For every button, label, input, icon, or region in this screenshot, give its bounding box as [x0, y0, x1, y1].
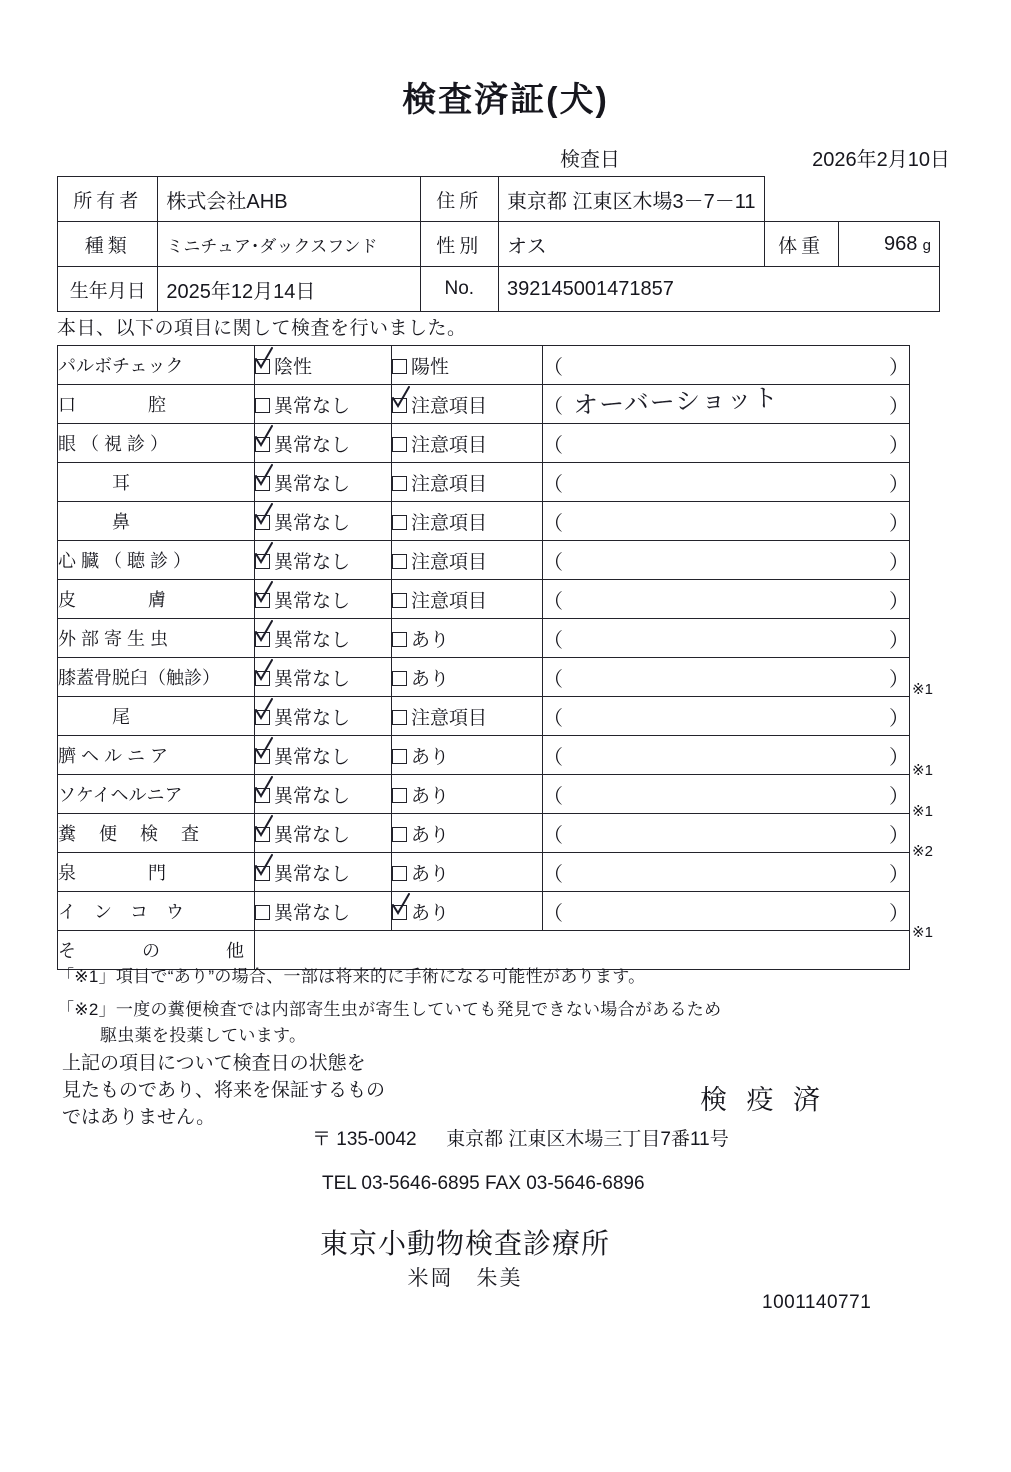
checkbox-option-1-label: 異常なし [274, 824, 351, 846]
checkmark-icon [254, 737, 274, 759]
table-row [58, 619, 910, 658]
table-row [58, 177, 940, 222]
inspection-item-label: そ の 他 [58, 931, 255, 970]
inspection-note-marker: ※1 [912, 802, 933, 820]
checkbox[interactable] [255, 866, 270, 881]
table-row [58, 658, 910, 697]
checkbox-option-1-label: 異常なし [274, 629, 351, 651]
inspection-remark-cell[interactable] [543, 502, 910, 541]
handwritten-note: オーバーショット [572, 383, 780, 420]
checkbox[interactable] [255, 554, 270, 569]
remark-parentheses: （ ） [543, 746, 909, 769]
remark-parentheses: （ ） [543, 512, 909, 535]
checkbox[interactable] [255, 476, 270, 491]
inspection-item-label: パルボチェック [58, 346, 255, 385]
checkmark-icon [254, 542, 274, 564]
checkbox-option-2[interactable] [392, 619, 543, 658]
checkbox[interactable] [392, 515, 407, 530]
checkbox-option-1-label: 陰性 [274, 356, 313, 378]
checkbox-option-1[interactable] [255, 892, 392, 931]
checkbox-option-1[interactable] [255, 814, 392, 853]
disclaimer-text: 上記の項目について検査日の状態を 見たものであり、将来を保証するもの ではありません。 [62, 1053, 386, 1128]
owner-info-table [57, 176, 940, 312]
checkbox-option-2-label: あり [411, 668, 450, 690]
table-row [58, 267, 940, 312]
footnote-2-line2: 駆虫薬を投薬しています。 [100, 1026, 307, 1045]
checkbox-option-2[interactable] [392, 463, 543, 502]
checkbox[interactable] [392, 710, 407, 725]
checkmark-icon [391, 386, 411, 408]
checkmark-icon [254, 581, 274, 603]
clinic-tel: TEL 03-5646-6895 FAX 03-5646-6896 [322, 1173, 645, 1194]
checkbox-option-2-label: あり [411, 824, 450, 846]
table-row [58, 580, 910, 619]
checkbox-option-2[interactable] [392, 385, 543, 424]
checkbox-option-1-label: 異常なし [274, 512, 351, 534]
checkbox-option-2-label: 注意項目 [411, 434, 488, 456]
checkmark-icon [254, 698, 274, 720]
checkmark-icon [254, 776, 274, 798]
table-row [58, 385, 910, 424]
inspection-remark-cell[interactable] [543, 541, 910, 580]
checkbox-option-2-label: あり [411, 785, 450, 807]
remark-parentheses: （ ） [543, 473, 909, 496]
remark-parentheses: （ ） [543, 395, 909, 418]
checkmark-icon [254, 620, 274, 642]
inspection-remark-cell[interactable] [543, 658, 910, 697]
inspection-item-label: 糞 便 検 査 [58, 814, 255, 853]
remark-parentheses: （ ） [543, 668, 909, 691]
no-value: 392145001471857 [498, 267, 939, 312]
checkbox[interactable] [392, 827, 407, 842]
footnote-2-line1: 「※2」一度の糞便検査では内部寄生虫が寄生していても発見できない場合があるため [57, 1000, 722, 1019]
checkbox-option-2[interactable] [392, 502, 543, 541]
checkbox-option-1-label: 異常なし [274, 746, 351, 768]
owner-value: 株式会社AHB [158, 177, 420, 222]
remark-parentheses: （ ） [543, 356, 909, 379]
table-row [58, 814, 910, 853]
inspection-remark-cell[interactable] [543, 697, 910, 736]
checkbox[interactable] [255, 515, 270, 530]
weight-value: 968 [884, 232, 918, 255]
table-row [58, 424, 910, 463]
checkbox-option-2[interactable] [392, 697, 543, 736]
checkbox[interactable] [255, 593, 270, 608]
checkbox-option-2[interactable] [392, 853, 543, 892]
table-row [58, 541, 910, 580]
no-label: No. [420, 267, 498, 312]
checkbox[interactable] [392, 905, 407, 920]
checkbox[interactable] [255, 905, 270, 920]
checkbox-option-1-label: 異常なし [274, 707, 351, 729]
birthdate-label: 生年月日 [58, 267, 158, 312]
checkbox[interactable] [255, 359, 270, 374]
checkbox[interactable] [392, 671, 407, 686]
checkbox-option-2[interactable] [392, 775, 543, 814]
address-value: 東京都 江東区木場3－7－11 [498, 177, 764, 222]
checkbox[interactable] [392, 476, 407, 491]
checkbox-option-1[interactable] [255, 658, 392, 697]
checkbox[interactable] [392, 749, 407, 764]
clinic-name: 東京小動物検査診療所 [319, 1228, 610, 1259]
checkmark-icon [254, 815, 274, 837]
owner-label: 所有者 [58, 177, 158, 222]
inspection-item-label: 眼 （ 視 診 ） [58, 424, 255, 463]
breed-value: ミニチュア･ダックスフンド [158, 222, 420, 267]
checkbox-option-2-label: 注意項目 [411, 707, 488, 729]
checkbox-option-1[interactable] [255, 346, 392, 385]
exam-date [560, 143, 950, 172]
remark-parentheses: （ ） [543, 434, 909, 457]
checkbox[interactable] [255, 632, 270, 647]
checkbox-option-1-label: 異常なし [274, 434, 351, 456]
checkbox-option-2[interactable] [392, 424, 543, 463]
checkmark-icon [254, 854, 274, 876]
inspection-remark-cell[interactable] [543, 580, 910, 619]
table-row [58, 697, 910, 736]
table-row [58, 346, 910, 385]
checkbox[interactable] [255, 671, 270, 686]
checkbox-option-2-label: あり [411, 746, 450, 768]
checkmark-icon [254, 347, 274, 369]
checkbox-option-1-label: 異常なし [274, 668, 351, 690]
inspection-item-label: ソケイヘルニア [58, 775, 255, 814]
remark-parentheses: （ ） [543, 902, 909, 925]
inspection-item-label: 口 腔 [58, 385, 255, 424]
table-row [58, 222, 940, 267]
inspection-remark-cell[interactable] [543, 346, 910, 385]
checkmark-icon [254, 464, 274, 486]
inspection-remark-cell[interactable] [543, 424, 910, 463]
checkbox[interactable] [392, 866, 407, 881]
table-row [58, 502, 910, 541]
checkbox-option-2[interactable] [392, 814, 543, 853]
checkbox-option-2-label: 注意項目 [411, 473, 488, 495]
checkbox-option-1[interactable] [255, 580, 392, 619]
checkbox-option-1[interactable] [255, 463, 392, 502]
inspection-item-label: 膝蓋骨脱臼（触診） [58, 658, 255, 697]
inspection-remark-cell[interactable] [543, 775, 910, 814]
remark-parentheses: （ ） [543, 863, 909, 886]
checkbox[interactable] [255, 749, 270, 764]
inspection-item-label: 耳 [58, 463, 255, 502]
inspection-table [57, 345, 910, 970]
exam-date-label: 検査日 [560, 149, 620, 171]
checkbox-option-1[interactable] [255, 775, 392, 814]
checkmark-icon [391, 893, 411, 915]
exam-date-value: 2026年2月10日 [812, 149, 950, 171]
checkbox[interactable] [392, 437, 407, 452]
checkmark-icon [254, 425, 274, 447]
checkbox-option-2-label: あり [411, 902, 450, 924]
inspection-item-label: 尾 [58, 697, 255, 736]
weight-label: 体重 [764, 222, 838, 267]
inspection-item-label: 外 部 寄 生 虫 [58, 619, 255, 658]
weight-value-cell [838, 222, 939, 267]
checkbox[interactable] [255, 710, 270, 725]
page-title: 検査済証(犬) [402, 81, 609, 119]
inspection-note-marker: ※2 [912, 843, 933, 860]
checkbox-option-2[interactable] [392, 346, 543, 385]
checkbox-option-2-label: あり [411, 863, 450, 885]
checkbox-option-2[interactable] [392, 580, 543, 619]
checkbox-option-2[interactable] [392, 736, 543, 775]
table-row [58, 853, 910, 892]
checkbox-option-1-label: 異常なし [274, 863, 351, 885]
checkbox[interactable] [392, 554, 407, 569]
checkbox-option-1[interactable] [255, 424, 392, 463]
checkbox-option-2-label: あり [411, 629, 450, 651]
lead-text: 本日、以下の項目に関して検査を行いました。 [57, 318, 467, 339]
inspection-note-marker: ※1 [912, 681, 933, 698]
table-row [58, 775, 910, 814]
table-row [58, 463, 910, 502]
checkbox[interactable] [255, 398, 270, 413]
checkbox[interactable] [255, 788, 270, 803]
checkmark-icon [254, 503, 274, 525]
quarantine-stamp: 検 疫 済 [700, 1085, 827, 1115]
inspection-remark-cell[interactable] [543, 463, 910, 502]
birthdate-value: 2025年12月14日 [158, 267, 420, 312]
checkbox-option-2[interactable] [392, 658, 543, 697]
checkbox[interactable] [255, 827, 270, 842]
inspection-remark-cell[interactable] [543, 892, 910, 931]
remark-parentheses: （ ） [543, 551, 909, 574]
checkmark-icon [254, 659, 274, 681]
inspection-item-label: 泉 門 [58, 853, 255, 892]
remark-parentheses: （ ） [543, 590, 909, 613]
checkbox-option-1[interactable] [255, 385, 392, 424]
checkbox[interactable] [392, 593, 407, 608]
checkbox-option-2-label: 陽性 [411, 356, 450, 378]
inspection-remark-cell[interactable] [543, 619, 910, 658]
checkbox-option-2-label: 注意項目 [411, 590, 488, 612]
table-row [58, 892, 910, 931]
remark-parentheses: （ ） [543, 707, 909, 730]
checkbox[interactable] [392, 788, 407, 803]
veterinarian-name: 米岡 朱美 [407, 1267, 523, 1290]
checkbox-option-1[interactable] [255, 619, 392, 658]
checkbox-option-2-label: 注意項目 [411, 551, 488, 573]
address-label: 住所 [420, 177, 498, 222]
serial-number: 1001140771 [762, 1292, 872, 1313]
inspection-remark-cell[interactable] [543, 814, 910, 853]
checkbox[interactable] [392, 398, 407, 413]
table-row [58, 736, 910, 775]
checkbox-option-1[interactable] [255, 853, 392, 892]
sex-label: 性別 [420, 222, 498, 267]
inspection-remark-cell[interactable] [543, 853, 910, 892]
remark-parentheses: （ ） [543, 785, 909, 808]
checkbox-option-1[interactable] [255, 541, 392, 580]
checkbox[interactable] [392, 359, 407, 374]
checkbox-option-1[interactable] [255, 697, 392, 736]
inspection-note-marker: ※1 [912, 924, 933, 941]
checkbox-option-1-label: 異常なし [274, 785, 351, 807]
weight-unit: g [922, 236, 931, 254]
checkbox-option-1-label: 異常なし [274, 473, 351, 495]
breed-label: 種類 [58, 222, 158, 267]
checkbox-option-1[interactable] [255, 502, 392, 541]
checkbox-option-1[interactable] [255, 736, 392, 775]
checkbox-option-2-label: 注意項目 [411, 512, 488, 534]
checkbox-option-1-label: 異常なし [274, 551, 351, 573]
checkbox-option-2[interactable] [392, 892, 543, 931]
checkbox-option-2-label: 注意項目 [411, 395, 488, 417]
checkbox-option-1-label: 異常なし [274, 590, 351, 612]
remark-parentheses: （ ） [543, 824, 909, 847]
inspection-item-label: 鼻 [58, 502, 255, 541]
remark-parentheses: （ ） [543, 629, 909, 652]
checkbox[interactable] [392, 632, 407, 647]
checkbox-option-1-label: 異常なし [274, 395, 351, 417]
inspection-note-marker: ※1 [912, 762, 933, 779]
checkbox-option-2[interactable] [392, 541, 543, 580]
checkbox-option-1-label: 異常なし [274, 902, 351, 924]
clinic-address: 〒 135-0042 東京都 江東区木場三丁目7番11号 [312, 1129, 729, 1150]
inspection-item-label: 皮 膚 [58, 580, 255, 619]
footnote-1: 「※1」項目で“あり”の場合、一部は将来的に手術になる可能性があります。 [57, 967, 646, 986]
inspection-item-label: イ ン コ ウ [58, 892, 255, 931]
inspection-item-label: 心 臓 （ 聴 診 ） [58, 541, 255, 580]
checkbox[interactable] [255, 437, 270, 452]
sex-value: オス [498, 222, 764, 267]
inspection-item-label: 臍 ヘ ル ニ ア [58, 736, 255, 775]
inspection-remark-cell[interactable] [543, 736, 910, 775]
